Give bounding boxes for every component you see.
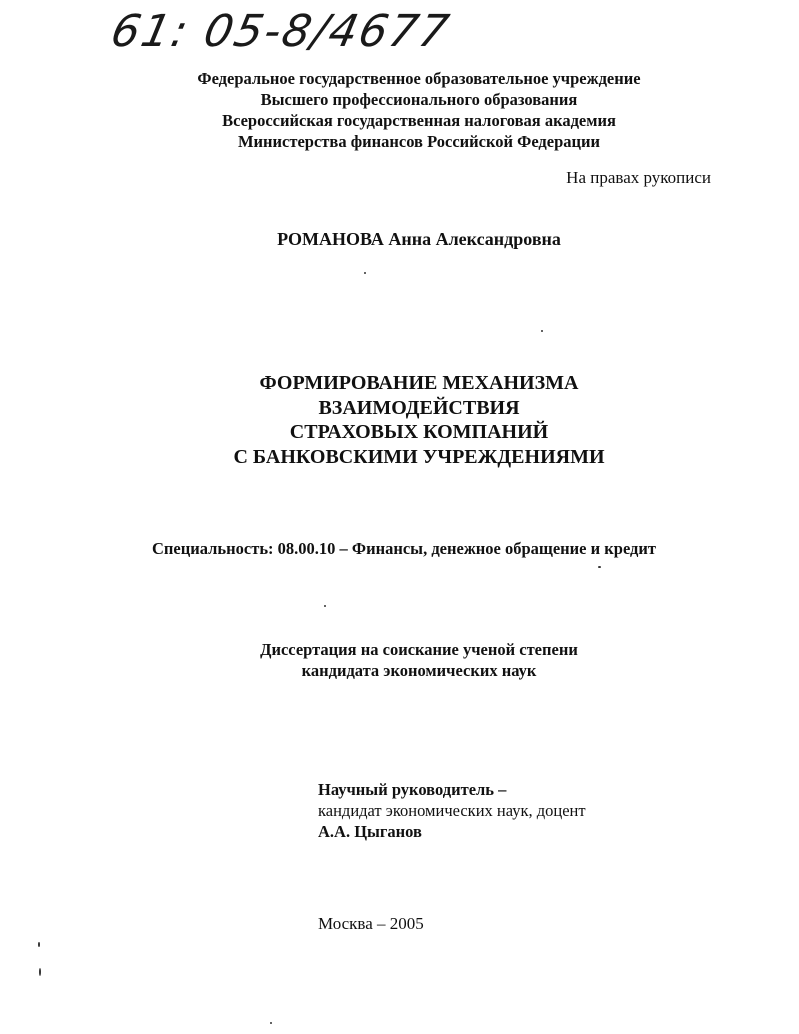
title-line: С БАНКОВСКИМИ УЧРЕЖДЕНИЯМИ [233, 445, 605, 468]
degree-line: Диссертация на соискание ученой степени [260, 640, 578, 659]
city-year: Москва – 2005 [318, 914, 424, 933]
scan-speck [324, 605, 326, 607]
institution-line: Министерства финансов Российской Федерации [237, 132, 601, 151]
scan-speck [270, 1022, 272, 1024]
dissertation-title [0, 371, 799, 469]
handwritten-archive-number: 61: 05-8/4677 [106, 6, 455, 57]
rights-note: На правах рукописи [566, 168, 711, 187]
supervisor-credentials: кандидат экономических наук, доцент [318, 801, 586, 820]
institution-line: Всероссийская государственная налоговая академия [222, 111, 616, 130]
title-line: СТРАХОВЫХ КОМПАНИЙ [289, 421, 549, 443]
supervisor-name: А.А. Цыганов [318, 822, 422, 841]
institution-line: Высшего профессионального образования [260, 90, 578, 109]
author-name: РОМАНОВА Анна Александровна [277, 229, 561, 249]
supervisor-label: Научный руководитель – [318, 780, 507, 799]
title-line: ФОРМИРОВАНИЕ МЕХАНИЗМА [259, 372, 579, 394]
scan-speck [364, 272, 366, 274]
degree-statement [0, 639, 799, 681]
degree-line: кандидата экономических наук [301, 661, 537, 680]
title-line: ВЗАИМОДЕЙСТВИЯ [318, 396, 520, 419]
scan-speck [541, 330, 543, 332]
scan-speck [39, 968, 41, 976]
scan-speck [598, 566, 601, 568]
specialty-line: Специальность: 08.00.10 – Финансы, денежное обращение и кредит [152, 539, 657, 558]
supervisor-block [318, 779, 586, 842]
institution-line: Федеральное государственное образовательное учреждение [197, 69, 641, 88]
institution-header [0, 68, 799, 152]
scan-speck [38, 942, 40, 947]
